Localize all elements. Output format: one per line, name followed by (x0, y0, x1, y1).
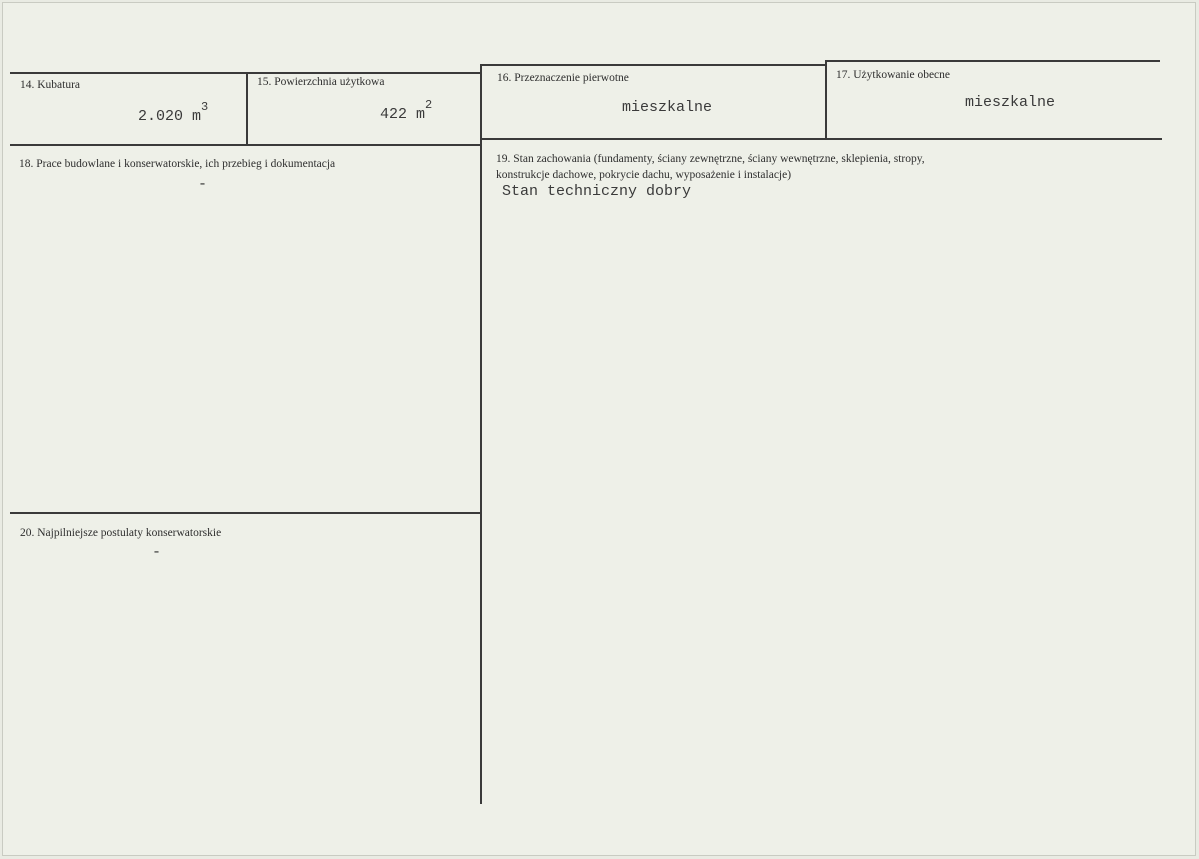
section-20-rule (10, 512, 482, 514)
kubatura-value-text: 2.020 m (138, 108, 202, 125)
uzytkowanie-value: mieszkalne (965, 94, 1056, 111)
col-divider-2 (480, 64, 482, 804)
powierzchnia-label: 15. Powierzchnia użytkowa (257, 76, 385, 88)
uzytkowanie-label: 17. Użytkowanie obecne (836, 69, 951, 81)
prace-value: - (198, 176, 208, 193)
powierzchnia-exponent: 2 (425, 98, 433, 112)
prace-label: 18. Prace budowlane i konserwatorskie, ich przebieg i dokumentacja (19, 158, 336, 170)
top-rule-far-right (826, 60, 1160, 62)
kubatura-value (138, 100, 209, 125)
col-divider-1 (246, 72, 248, 146)
kubatura-exponent: 3 (201, 100, 209, 114)
stan-label-line1: 19. Stan zachowania (fundamenty, ściany zewnętrzne, ściany wewnętrzne, sklepienia, stropy, (496, 153, 925, 165)
stan-label-line2: konstrukcje dachowe, pokrycie dachu, wyposażenie i instalacje) (496, 169, 792, 181)
kubatura-label: 14. Kubatura (20, 79, 81, 91)
postulaty-value: - (152, 544, 162, 561)
top-rule-right (480, 64, 826, 66)
powierzchnia-value-text: 422 m (380, 106, 426, 123)
postulaty-label: 20. Najpilniejsze postulaty konserwatorskie (20, 527, 222, 539)
col-divider-3 (825, 60, 827, 140)
stan-value: Stan techniczny dobry (502, 183, 692, 200)
powierzchnia-value (380, 98, 433, 123)
przeznaczenie-value: mieszkalne (622, 99, 713, 116)
row1-bottom-rule-right (480, 138, 1162, 140)
przeznaczenie-label: 16. Przeznaczenie pierwotne (497, 72, 629, 84)
record-card (2, 2, 1196, 856)
